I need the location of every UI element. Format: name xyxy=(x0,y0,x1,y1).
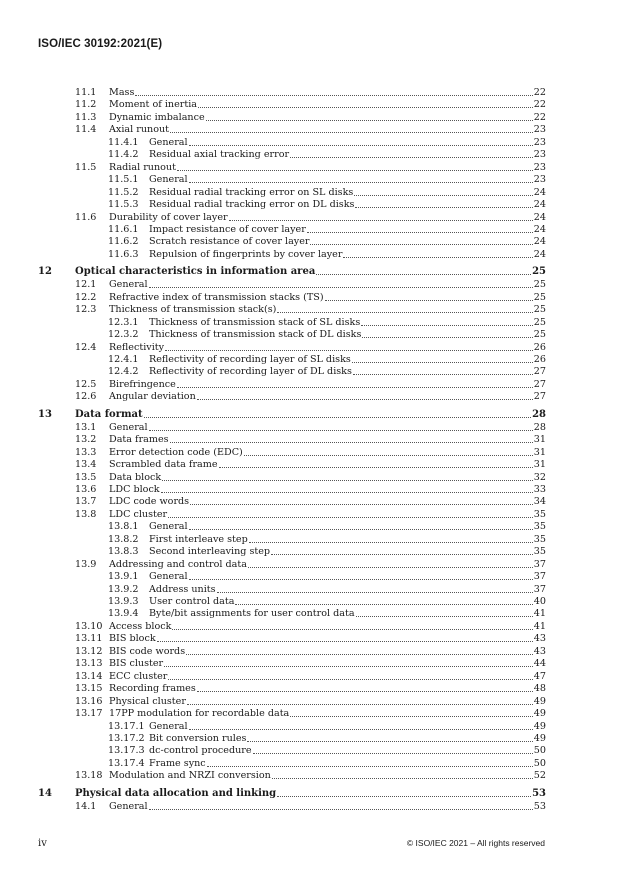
toc-entry-number: 13.9.1 xyxy=(108,571,139,583)
dot-leader xyxy=(189,729,533,730)
toc-entry[interactable] xyxy=(0,596,620,608)
toc-entry-number: 12.4 xyxy=(75,341,97,353)
toc-entry-number: 11.6.2 xyxy=(108,236,139,248)
toc-entry-number: 11.3 xyxy=(75,111,97,123)
dot-leader xyxy=(164,666,533,667)
toc-entry[interactable] xyxy=(0,342,620,354)
toc-entry-number: 12.4.2 xyxy=(108,366,139,378)
toc-entry-page: 37 xyxy=(533,583,546,595)
toc-entry-title: Residual radial tracking error on SL disks xyxy=(149,186,354,198)
toc-entry-title: General xyxy=(109,279,148,291)
toc-entry-page: 37 xyxy=(533,571,546,583)
toc-entry-number: 13.16 xyxy=(75,695,103,707)
dot-leader xyxy=(362,337,532,338)
dot-leader xyxy=(149,430,533,431)
dot-leader xyxy=(235,604,532,605)
dot-leader xyxy=(190,504,533,505)
dot-leader xyxy=(135,95,532,96)
toc-entry-number: 13.14 xyxy=(75,670,103,682)
toc-entry-page: 24 xyxy=(533,199,546,211)
dot-leader xyxy=(249,542,533,543)
toc-entry-number: 13.7 xyxy=(75,496,97,508)
toc-entry-number: 11.6.1 xyxy=(108,223,139,235)
toc-entry-number: 13.6 xyxy=(75,483,97,495)
toc-entry-page: 24 xyxy=(533,248,546,260)
toc-entry[interactable] xyxy=(0,317,620,329)
toc-entry-title: Dynamic imbalance xyxy=(109,111,205,123)
toc-entry-title: Data format xyxy=(75,408,143,420)
toc-entry-page: 53 xyxy=(532,787,546,799)
toc-entry-title: General xyxy=(149,571,188,583)
toc-entry-page: 24 xyxy=(533,223,546,235)
toc-entry-number: 12.4.1 xyxy=(108,353,139,365)
toc-entry-title: Radial runout xyxy=(109,161,176,173)
toc-entry-page: 41 xyxy=(533,608,546,620)
toc-entry[interactable] xyxy=(0,99,620,111)
toc-entry-title: Birefringence xyxy=(109,378,176,390)
toc-entry-title: Addressing and control data xyxy=(109,558,247,570)
toc-entry-number: 13.17.4 xyxy=(108,757,145,769)
toc-entry-page: 48 xyxy=(533,683,546,695)
toc-entry-title: Reflectivity of recording layer of DL disks xyxy=(149,366,352,378)
copyright-notice: © ISO/IEC 2021 – All rights reserved xyxy=(406,838,545,848)
toc-entry-number: 13.11 xyxy=(75,633,103,645)
toc-entry-number: 11.6.3 xyxy=(108,248,139,260)
toc-entry-title: Angular deviation xyxy=(109,391,196,403)
dot-leader xyxy=(219,467,533,468)
dot-leader xyxy=(168,517,533,518)
dot-leader xyxy=(217,592,533,593)
dot-leader xyxy=(144,417,531,418)
dot-leader xyxy=(198,107,533,108)
toc-entry-title: BIS block xyxy=(109,633,156,645)
toc-entry-title: Axial runout xyxy=(109,124,169,136)
toc-entry-number: 11.5 xyxy=(75,161,97,173)
toc-entry-number: 13.9.2 xyxy=(108,583,139,595)
toc-entry-page: 35 xyxy=(533,521,546,533)
toc-entry[interactable] xyxy=(0,621,620,633)
toc-entry-number: 12.3.1 xyxy=(108,316,139,328)
toc-entry-title: LDC cluster xyxy=(109,508,168,520)
toc-entry-number: 13.1 xyxy=(75,421,97,433)
toc-entry[interactable] xyxy=(0,472,620,484)
dot-leader xyxy=(248,567,533,568)
toc-entry-title: Reflectivity xyxy=(109,341,165,353)
toc-entry-title: Data block xyxy=(109,471,162,483)
toc-entry-title: Recording frames xyxy=(109,683,196,695)
toc-entry[interactable] xyxy=(0,162,620,174)
toc-entry-page: 49 xyxy=(533,695,546,707)
toc-entry-page: 49 xyxy=(533,708,546,720)
toc-entry-number: 11.2 xyxy=(75,99,97,111)
toc-entry[interactable] xyxy=(0,459,620,471)
dot-leader xyxy=(165,350,533,351)
toc-entry-page: 23 xyxy=(533,161,546,173)
toc-entry[interactable] xyxy=(0,521,620,533)
toc-entry-number: 12.1 xyxy=(75,279,97,291)
toc-entry-title: Durability of cover layer xyxy=(109,211,228,223)
toc-entry-page: 37 xyxy=(533,558,546,570)
toc-entry-number: 12 xyxy=(38,266,52,278)
toc-entry-page: 50 xyxy=(533,745,546,757)
toc-entry[interactable] xyxy=(0,559,620,571)
toc-entry-title: Reflectivity of recording layer of SL disks xyxy=(149,353,351,365)
dot-leader xyxy=(356,616,533,617)
toc-entry-title: ECC cluster xyxy=(109,670,168,682)
toc-entry-number: 11.6 xyxy=(75,211,97,223)
toc-entry-page: 35 xyxy=(533,546,546,558)
toc-entry-title: BIS code words xyxy=(109,645,186,657)
dot-leader xyxy=(197,399,533,400)
dot-leader xyxy=(325,300,533,301)
toc-entry-page: 25 xyxy=(533,291,546,303)
toc-entry[interactable] xyxy=(0,199,620,211)
toc-entry-page: 27 xyxy=(533,391,546,403)
toc-entry[interactable] xyxy=(0,496,620,508)
toc-entry-page: 44 xyxy=(533,658,546,670)
toc-entry-page: 23 xyxy=(533,136,546,148)
toc-entry-title: Residual radial tracking error on DL disks xyxy=(149,199,355,211)
toc-entry-number: 13.15 xyxy=(75,683,103,695)
toc-entry[interactable] xyxy=(0,266,620,278)
toc-entry-title: Thickness of transmission stack of SL disks xyxy=(149,316,361,328)
dot-leader xyxy=(189,145,533,146)
toc-entry-page: 22 xyxy=(533,99,546,111)
toc-entry-page: 25 xyxy=(533,279,546,291)
toc-entry-number: 11.4.2 xyxy=(108,149,139,161)
toc-entry-page: 31 xyxy=(533,459,546,471)
document-id-header: ISO/IEC 30192:2021(E) xyxy=(38,38,163,50)
toc-entry-title: Residual axial tracking error xyxy=(149,149,290,161)
dot-leader xyxy=(189,579,533,580)
toc-entry[interactable] xyxy=(0,608,620,620)
dot-leader xyxy=(206,120,533,121)
dot-leader xyxy=(361,325,532,326)
toc-entry-title: Thickness of transmission stack(s) xyxy=(109,304,277,316)
toc-entry-title: General xyxy=(109,800,148,812)
dot-leader xyxy=(197,691,533,692)
toc-entry-title: 17PP modulation for recordable data xyxy=(109,708,290,720)
toc-entry-page: 50 xyxy=(533,757,546,769)
dot-leader xyxy=(162,480,533,481)
toc-entry-number: 13.9 xyxy=(75,558,97,570)
toc-entry-page: 25 xyxy=(532,266,546,278)
dot-leader xyxy=(229,220,533,221)
toc-entry-title: Modulation and NRZI conversion xyxy=(109,770,271,782)
toc-entry-title: Data frames xyxy=(109,434,169,446)
toc-entry-page: 25 xyxy=(533,316,546,328)
toc-entry-number: 14.1 xyxy=(75,800,97,812)
toc-entry-number: 13.13 xyxy=(75,658,103,670)
dot-leader xyxy=(354,195,532,196)
toc-entry-title: dc-control procedure xyxy=(149,745,252,757)
dot-leader xyxy=(189,529,533,530)
toc-entry[interactable] xyxy=(0,391,620,403)
toc-entry-number: 13.12 xyxy=(75,645,103,657)
toc-entry-number: 13.2 xyxy=(75,434,97,446)
toc-entry[interactable] xyxy=(0,484,620,496)
toc-entry-page: 24 xyxy=(533,211,546,223)
toc-entry-title: Address units xyxy=(149,583,216,595)
toc-entry-number: 13.8.1 xyxy=(108,521,139,533)
toc-entry-number: 13.17.3 xyxy=(108,745,145,757)
toc-entry[interactable] xyxy=(0,571,620,583)
dot-leader xyxy=(186,654,533,655)
toc-entry-number: 13.4 xyxy=(75,459,97,471)
toc-entry-page: 34 xyxy=(533,496,546,508)
toc-entry-number: 11.4 xyxy=(75,124,97,136)
toc-entry-page: 41 xyxy=(533,620,546,632)
toc-entry-page: 32 xyxy=(533,471,546,483)
toc-entry[interactable] xyxy=(0,509,620,521)
toc-entry-title: Physical data allocation and linking xyxy=(75,787,277,799)
dot-leader xyxy=(157,641,533,642)
toc-entry[interactable] xyxy=(0,546,620,558)
toc-entry-page: 26 xyxy=(533,341,546,353)
dot-leader xyxy=(149,809,533,810)
toc-entry[interactable] xyxy=(0,671,620,683)
toc-entry-title: Repulsion of fingerprints by cover layer xyxy=(149,248,343,260)
dot-leader xyxy=(177,170,533,171)
dot-leader xyxy=(161,492,533,493)
dot-leader xyxy=(168,679,532,680)
toc-entry[interactable] xyxy=(0,409,620,421)
toc-entry-number: 13.17.1 xyxy=(108,720,145,732)
dot-leader xyxy=(253,753,533,754)
dot-leader xyxy=(343,257,532,258)
toc-entry-page: 43 xyxy=(533,645,546,657)
toc-entry-number: 13.8.2 xyxy=(108,533,139,545)
toc-entry-number: 11.5.3 xyxy=(108,199,139,211)
dot-leader xyxy=(177,387,533,388)
toc-entry[interactable] xyxy=(0,354,620,366)
toc-entry-number: 13.9.4 xyxy=(108,608,139,620)
toc-entry[interactable] xyxy=(0,683,620,695)
toc-entry-page: 33 xyxy=(533,483,546,495)
toc-entry-number: 11.4.1 xyxy=(108,136,139,148)
toc-entry[interactable] xyxy=(0,534,620,546)
toc-entry-number: 13 xyxy=(38,408,52,420)
toc-entry-page: 23 xyxy=(533,174,546,186)
toc-entry[interactable] xyxy=(0,770,620,782)
toc-entry[interactable] xyxy=(0,187,620,199)
toc-entry-page: 43 xyxy=(533,633,546,645)
toc-entry-title: Frame sync xyxy=(149,757,206,769)
toc-entry-title: First interleave step xyxy=(149,533,248,545)
toc-entry-title: General xyxy=(149,521,188,533)
toc-entry[interactable] xyxy=(0,758,620,770)
toc-entry[interactable] xyxy=(0,584,620,596)
dot-leader xyxy=(316,274,531,275)
toc-entry-number: 11.1 xyxy=(75,87,97,98)
toc-entry[interactable] xyxy=(0,801,620,813)
toc-entry-page: 24 xyxy=(533,186,546,198)
toc-entry-page: 25 xyxy=(533,329,546,341)
toc-entry-number: 13.10 xyxy=(75,620,103,632)
toc-entry[interactable] xyxy=(0,633,620,645)
toc-entry-number: 12.3 xyxy=(75,304,97,316)
dot-leader xyxy=(277,312,532,313)
toc-entry[interactable] xyxy=(0,124,620,136)
toc-entry[interactable] xyxy=(0,733,620,745)
toc-entry-page: 22 xyxy=(533,111,546,123)
toc-entry[interactable] xyxy=(0,149,620,161)
dot-leader xyxy=(149,287,533,288)
toc-entry-number: 13.8.3 xyxy=(108,546,139,558)
page-number: iv xyxy=(38,838,47,849)
dot-leader xyxy=(277,796,531,797)
toc-entry-page: 22 xyxy=(533,87,546,98)
dot-leader xyxy=(352,362,533,363)
toc-entry-number: 13.3 xyxy=(75,446,97,458)
dot-leader xyxy=(307,232,533,233)
toc-entry[interactable] xyxy=(0,721,620,733)
toc-entry[interactable] xyxy=(0,236,620,248)
toc-entry[interactable] xyxy=(0,112,620,124)
toc-entry[interactable] xyxy=(0,137,620,149)
toc-entry-page: 23 xyxy=(533,124,546,136)
toc-entry[interactable] xyxy=(0,366,620,378)
toc-entry-number: 13.17 xyxy=(75,708,103,720)
toc-entry-page: 24 xyxy=(533,236,546,248)
toc-entry-title: Bit conversion rules xyxy=(149,732,247,744)
toc-entry-title: General xyxy=(149,174,188,186)
toc-entry-title: General xyxy=(149,720,188,732)
toc-entry[interactable] xyxy=(0,434,620,446)
toc-entry-title: Access block xyxy=(109,620,172,632)
toc-entry[interactable] xyxy=(0,788,620,800)
toc-entry[interactable] xyxy=(0,304,620,316)
dot-leader xyxy=(244,455,533,456)
toc-entry-title: Scratch resistance of cover layer xyxy=(149,236,310,248)
toc-entry-title: Second interleaving step xyxy=(149,546,271,558)
toc-entry-number: 13.5 xyxy=(75,471,97,483)
toc-entry-title: Refractive index of transmission stacks (TS) xyxy=(109,291,324,303)
toc-entry-page: 28 xyxy=(533,421,546,433)
dot-leader xyxy=(290,157,533,158)
dot-leader xyxy=(189,182,533,183)
dot-leader xyxy=(290,716,533,717)
toc-entry-title: Physical cluster xyxy=(109,695,186,707)
toc-entry-page: 27 xyxy=(533,366,546,378)
dot-leader xyxy=(355,207,532,208)
toc-entry-number: 12.3.2 xyxy=(108,329,139,341)
toc-entry[interactable] xyxy=(0,249,620,261)
dot-leader xyxy=(187,704,533,705)
toc-entry-title: Byte/bit assignments for user control data xyxy=(149,608,355,620)
dot-leader xyxy=(170,132,533,133)
toc-entry-title: General xyxy=(149,136,188,148)
toc-entry-page: 52 xyxy=(533,770,546,782)
toc-entry-number: 11.5.1 xyxy=(108,174,139,186)
toc-entry[interactable] xyxy=(0,292,620,304)
toc-entry[interactable] xyxy=(0,279,620,291)
toc-entry-title: LDC code words xyxy=(109,496,190,508)
toc-entry-page: 25 xyxy=(533,304,546,316)
toc-entry-number: 12.6 xyxy=(75,391,97,403)
toc-entry-title: Moment of inertia xyxy=(109,99,197,111)
toc-entry-page: 47 xyxy=(533,670,546,682)
toc-entry-number: 12.5 xyxy=(75,378,97,390)
toc-entry-page: 49 xyxy=(533,720,546,732)
toc-entry-number: 13.18 xyxy=(75,770,103,782)
toc-entry[interactable] xyxy=(0,646,620,658)
toc-entry-page: 26 xyxy=(533,353,546,365)
toc-entry-title: Error detection code (EDC) xyxy=(109,446,243,458)
toc-entry-page: 35 xyxy=(533,508,546,520)
toc-entry-title: Thickness of transmission stack of DL disks xyxy=(149,329,362,341)
toc-entry-title: Scrambled data frame xyxy=(109,459,218,471)
dot-leader xyxy=(272,778,533,779)
toc-entry-number: 13.8 xyxy=(75,508,97,520)
toc-entry-title: Mass xyxy=(109,87,135,98)
toc-entry-title: Impact resistance of cover layer xyxy=(149,223,306,235)
toc-entry-title: General xyxy=(109,421,148,433)
toc-entry[interactable] xyxy=(0,212,620,224)
dot-leader xyxy=(271,554,533,555)
toc-entry[interactable] xyxy=(0,422,620,434)
toc-entry-page: 23 xyxy=(533,149,546,161)
toc-entry-page: 27 xyxy=(533,378,546,390)
dot-leader xyxy=(170,442,533,443)
toc-entry[interactable] xyxy=(0,745,620,757)
toc-entry-page: 31 xyxy=(533,446,546,458)
toc-entry[interactable] xyxy=(0,224,620,236)
toc-entry-number: 12.2 xyxy=(75,291,97,303)
dot-leader xyxy=(172,629,532,630)
toc-entry-title: LDC block xyxy=(109,483,160,495)
toc-entry-page: 40 xyxy=(533,596,546,607)
toc-entry[interactable] xyxy=(0,447,620,459)
toc-entry-number: 14 xyxy=(38,787,52,799)
toc-entry[interactable] xyxy=(0,174,620,186)
dot-leader xyxy=(310,244,532,245)
toc-entry[interactable] xyxy=(0,708,620,720)
toc-entry-title: User control data xyxy=(149,596,235,607)
toc-entry-page: 31 xyxy=(533,434,546,446)
toc-entry-page: 49 xyxy=(533,732,546,744)
toc-entry[interactable] xyxy=(0,379,620,391)
dot-leader xyxy=(247,741,532,742)
dot-leader xyxy=(207,766,533,767)
toc-entry[interactable] xyxy=(0,329,620,341)
toc-entry[interactable] xyxy=(0,87,620,99)
toc-entry-number: 13.17.2 xyxy=(108,732,145,744)
toc-entry-number: 11.5.2 xyxy=(108,186,139,198)
toc-entry-page: 53 xyxy=(533,800,546,812)
toc-entry-number: 13.9.3 xyxy=(108,596,139,607)
toc-entry[interactable] xyxy=(0,696,620,708)
toc-entry-title: Optical characteristics in information area xyxy=(75,266,316,278)
dot-leader xyxy=(353,374,533,375)
toc-entry-page: 28 xyxy=(532,408,546,420)
toc-entry[interactable] xyxy=(0,658,620,670)
toc-entry-page: 35 xyxy=(533,533,546,545)
toc-entry-title: BIS cluster xyxy=(109,658,164,670)
